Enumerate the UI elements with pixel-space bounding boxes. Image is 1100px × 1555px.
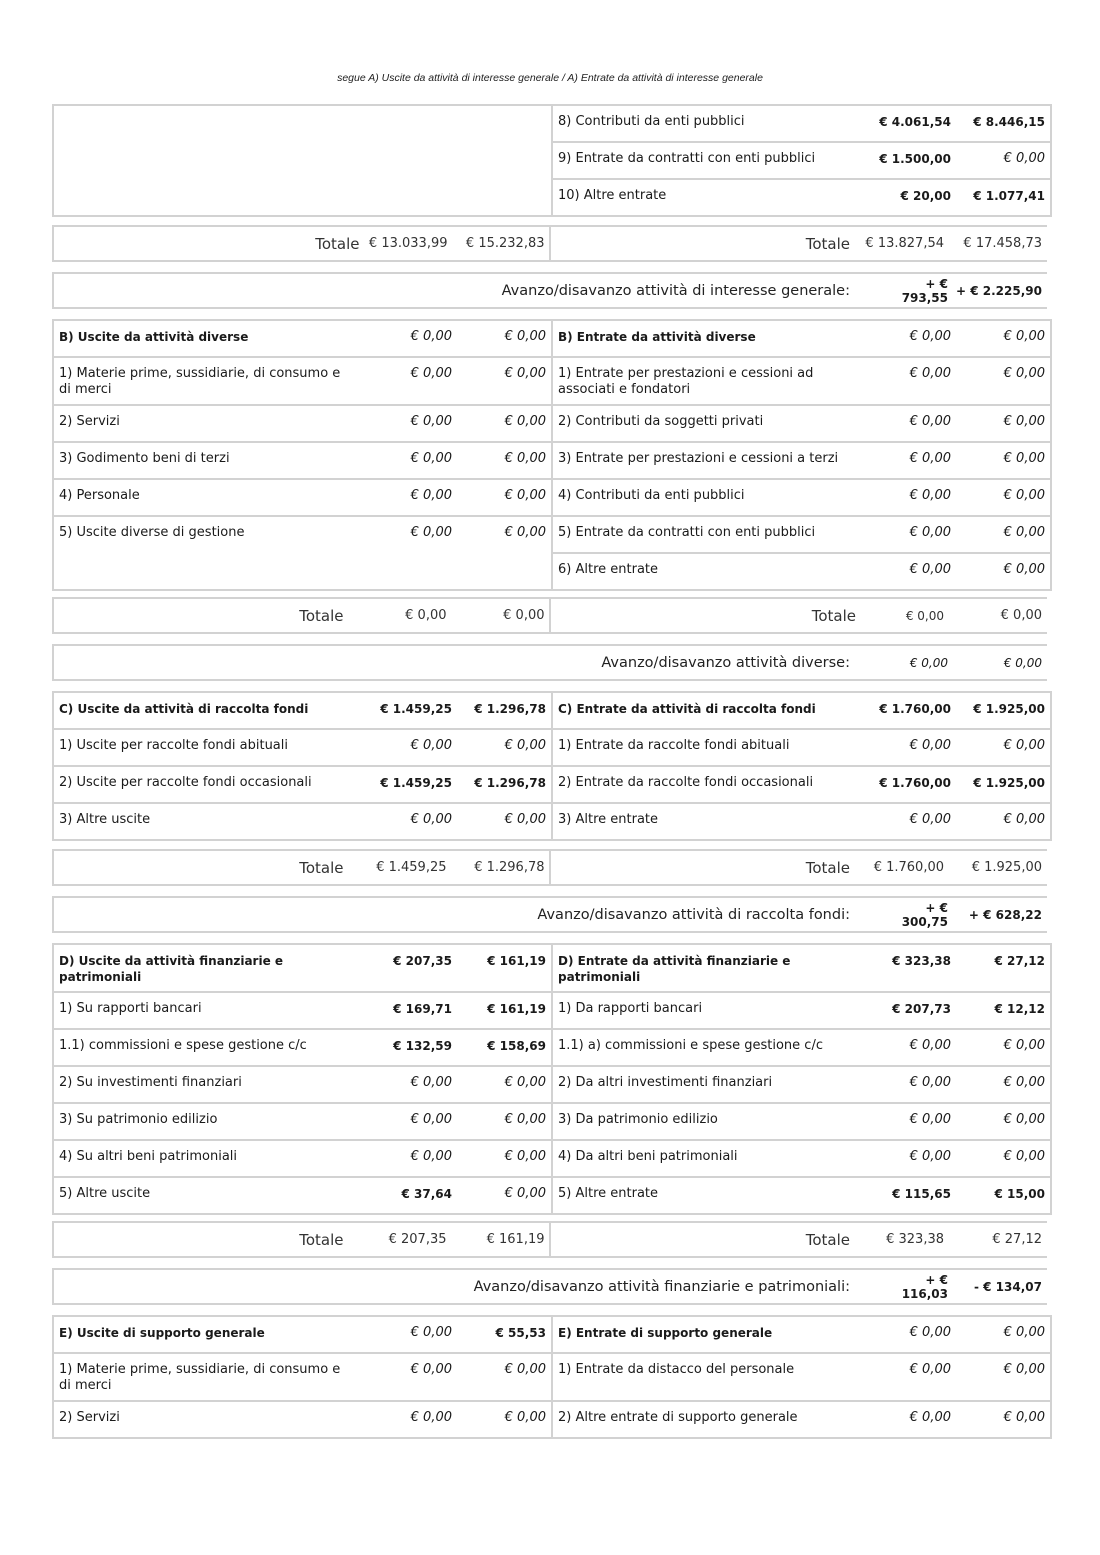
row-value-previous: € 0,00 xyxy=(1003,812,1045,827)
row-value-previous: € 12,12 xyxy=(994,1002,1045,1016)
totale-label: Totale xyxy=(315,234,360,253)
row-value-current: € 0,00 xyxy=(909,812,951,827)
section-header-row xyxy=(54,1317,551,1354)
section-title: E) Uscite di supporto generale xyxy=(59,1326,265,1340)
row-value-current: € 115,65 xyxy=(892,1187,951,1201)
row-value-current: € 0,00 xyxy=(410,1149,452,1164)
section-b-totals xyxy=(52,597,1047,634)
section-d-avanzo xyxy=(52,1268,1047,1305)
section-e-uscite xyxy=(53,1316,552,1438)
row-value-previous: € 0,00 xyxy=(504,1149,546,1164)
section-header-row xyxy=(553,945,1050,993)
row-label: 3) Su patrimonio edilizio xyxy=(59,1112,218,1127)
totale-label: Totale xyxy=(299,606,344,625)
table-row xyxy=(553,767,1050,804)
section-title: C) Entrate da attività di raccolta fondi xyxy=(558,702,816,716)
row-value-previous: € 8.446,15 xyxy=(973,115,1045,129)
section-b-avanzo xyxy=(52,644,1047,681)
row-value-previous: € 0,00 xyxy=(1003,562,1045,577)
table-row xyxy=(54,1178,551,1213)
row-label: 1) Materie prime, sussidiarie, di consumo e di merci xyxy=(59,1362,341,1393)
row-label: 3) Da patrimonio edilizio xyxy=(558,1112,718,1127)
row-value-previous: € 0,00 xyxy=(1003,488,1045,503)
row-value-current: € 0,00 xyxy=(909,414,951,429)
row-value-current: € 0,00 xyxy=(410,1362,452,1377)
section-header-row xyxy=(553,1317,1050,1354)
totale-value-current: € 207,35 xyxy=(388,1232,447,1247)
row-value-current: € 0,00 xyxy=(410,329,452,344)
section-a-totals xyxy=(52,225,1047,262)
section-title: D) Uscite da attività finanziarie e patrimoniali xyxy=(59,954,284,984)
table-row xyxy=(54,804,551,839)
section-header-row xyxy=(553,321,1050,358)
section-d-totals xyxy=(52,1221,1047,1258)
section-e-table xyxy=(52,1315,1047,1439)
row-label: 1) Da rapporti bancari xyxy=(558,1001,703,1016)
row-value-previous: € 0,00 xyxy=(504,1410,546,1425)
row-value-current: € 0,00 xyxy=(909,1325,951,1340)
totale-value-current: € 323,38 xyxy=(886,1232,944,1247)
table-row xyxy=(553,1030,1050,1067)
row-value-current: € 1.760,00 xyxy=(879,776,951,790)
row-label: 2) Da altri investimenti finanziari xyxy=(558,1075,773,1090)
row-value-previous: € 0,00 xyxy=(504,1362,546,1377)
totale-value-previous: € 0,00 xyxy=(1000,608,1042,623)
row-label: 1) Entrate da distacco del personale xyxy=(558,1362,795,1377)
row-value-previous: € 0,00 xyxy=(1003,1362,1045,1377)
section-header-row xyxy=(54,321,551,358)
section-c-table xyxy=(52,691,1047,841)
row-label: 4) Personale xyxy=(59,488,140,503)
row-value-previous: € 1.296,78 xyxy=(474,776,546,790)
avanzo-value-current: € 0,00 xyxy=(909,655,948,670)
table-row xyxy=(54,730,551,767)
row-label: 3) Altre uscite xyxy=(59,812,151,827)
row-value-current: € 0,00 xyxy=(410,366,452,381)
row-value-previous: € 0,00 xyxy=(1003,414,1045,429)
row-value-previous: € 0,00 xyxy=(1003,1112,1045,1127)
row-value-current: € 0,00 xyxy=(909,1410,951,1425)
row-value-previous: € 0,00 xyxy=(504,812,546,827)
row-value-current: € 37,64 xyxy=(401,1187,452,1201)
row-label: 3) Godimento beni di terzi xyxy=(59,451,230,466)
table-row xyxy=(54,517,551,589)
row-value-previous: € 1.925,00 xyxy=(973,702,1045,716)
table-row xyxy=(553,554,1050,589)
row-value-current: € 0,00 xyxy=(909,329,951,344)
row-value-previous: € 0,00 xyxy=(504,525,546,540)
table-row xyxy=(54,1354,551,1402)
row-value-previous: € 0,00 xyxy=(504,1112,546,1127)
row-value-current: € 0,00 xyxy=(909,525,951,540)
avanzo-value-current: + € 116,03 xyxy=(901,1272,948,1301)
section-c-avanzo xyxy=(52,896,1047,933)
totale-value-previous: € 27,12 xyxy=(992,1232,1042,1247)
avanzo-value-previous: + € 2.225,90 xyxy=(956,283,1042,298)
row-label: 9) Entrate da contratti con enti pubblici xyxy=(558,151,816,166)
row-value-previous: € 158,69 xyxy=(487,1039,546,1053)
totale-value-current: € 0,00 xyxy=(905,608,944,623)
section-b-entrate xyxy=(552,320,1051,590)
row-label: 2) Servizi xyxy=(59,1410,120,1425)
section-d-entrate xyxy=(552,944,1051,1214)
totale-left xyxy=(54,227,551,260)
row-value-previous: € 1.925,00 xyxy=(973,776,1045,790)
row-value-current: € 1.459,25 xyxy=(380,702,452,716)
row-label: 1) Materie prime, sussidiarie, di consumo e di merci xyxy=(59,366,341,397)
table-row xyxy=(553,180,1050,215)
row-value-previous: € 0,00 xyxy=(504,488,546,503)
row-value-previous: € 55,53 xyxy=(495,1326,546,1340)
totale-label: Totale xyxy=(811,606,856,625)
row-value-current: € 169,71 xyxy=(393,1002,452,1016)
row-label: 5) Altre uscite xyxy=(59,1186,151,1201)
section-c-totals xyxy=(52,849,1047,886)
section-title: D) Entrate da attività finanziarie e patrimoniali xyxy=(558,954,791,984)
row-label: 2) Servizi xyxy=(59,414,120,429)
section-c-uscite xyxy=(53,692,552,840)
table-row xyxy=(54,1402,551,1437)
row-value-current: € 0,00 xyxy=(909,738,951,753)
row-value-current: € 0,00 xyxy=(410,451,452,466)
totale-value-previous: € 15.232,83 xyxy=(465,236,545,251)
row-value-current: € 323,38 xyxy=(892,954,951,968)
row-label: 10) Altre entrate xyxy=(558,188,667,203)
table-row xyxy=(553,358,1050,406)
row-value-previous: € 1.296,78 xyxy=(474,702,546,716)
totale-right xyxy=(551,851,1048,884)
table-row xyxy=(553,406,1050,443)
avanzo-label: Avanzo/disavanzo attività diverse: xyxy=(601,654,850,671)
row-value-current: € 0,00 xyxy=(909,488,951,503)
row-value-current: € 0,00 xyxy=(410,1075,452,1090)
table-row xyxy=(54,1141,551,1178)
row-label: 2) Altre entrate di supporto generale xyxy=(558,1410,798,1425)
table-row xyxy=(553,517,1050,554)
section-a-right xyxy=(552,105,1051,216)
row-value-current: € 207,73 xyxy=(892,1002,951,1016)
row-value-current: € 0,00 xyxy=(909,451,951,466)
row-label: 5) Entrate da contratti con enti pubblici xyxy=(558,525,816,540)
totale-label: Totale xyxy=(805,858,850,877)
row-value-current: € 0,00 xyxy=(909,1362,951,1377)
row-label: 1) Entrate per prestazioni e cessioni ad associati e fondatori xyxy=(558,366,814,397)
avanzo-value-previous: + € 628,22 xyxy=(968,907,1042,922)
totale-right xyxy=(551,599,1048,632)
row-value-current: € 0,00 xyxy=(410,488,452,503)
row-value-current: € 4.061,54 xyxy=(879,115,951,129)
row-value-current: € 0,00 xyxy=(909,1038,951,1053)
totale-left xyxy=(54,851,551,884)
section-b-uscite xyxy=(53,320,552,590)
row-value-previous: € 0,00 xyxy=(504,366,546,381)
row-label: 1) Entrate da raccolte fondi abituali xyxy=(558,738,790,753)
row-label: 8) Contributi da enti pubblici xyxy=(558,114,745,129)
row-value-previous: € 0,00 xyxy=(1003,1410,1045,1425)
row-value-previous: € 1.077,41 xyxy=(973,189,1045,203)
row-value-previous: € 0,00 xyxy=(504,414,546,429)
table-row xyxy=(54,406,551,443)
totale-value-current: € 13.033,99 xyxy=(368,236,448,251)
table-row xyxy=(54,1067,551,1104)
row-value-previous: € 0,00 xyxy=(1003,451,1045,466)
row-value-previous: € 0,00 xyxy=(1003,1325,1045,1340)
row-label: 5) Altre entrate xyxy=(558,1186,659,1201)
section-header-row xyxy=(54,945,551,993)
row-value-current: € 0,00 xyxy=(909,1149,951,1164)
row-label: 2) Su investimenti finanziari xyxy=(59,1075,242,1090)
table-row xyxy=(553,730,1050,767)
row-value-current: € 0,00 xyxy=(410,1410,452,1425)
row-value-current: € 0,00 xyxy=(909,366,951,381)
totale-label: Totale xyxy=(299,1230,344,1249)
section-d-uscite xyxy=(53,944,552,1214)
table-row xyxy=(553,1104,1050,1141)
row-label: 5) Uscite diverse di gestione xyxy=(59,525,245,540)
row-value-previous: € 0,00 xyxy=(504,738,546,753)
table-row xyxy=(553,1354,1050,1402)
table-row xyxy=(553,443,1050,480)
totale-value-current: € 0,00 xyxy=(405,608,447,623)
avanzo-value-current: + € 300,75 xyxy=(901,900,948,929)
totale-right xyxy=(551,1223,1048,1256)
section-c-entrate xyxy=(552,692,1051,840)
row-value-previous: € 0,00 xyxy=(504,1186,546,1201)
row-value-previous: € 0,00 xyxy=(1003,1149,1045,1164)
row-value-previous: € 0,00 xyxy=(1003,366,1045,381)
totale-value-current: € 1.760,00 xyxy=(873,860,944,875)
table-row xyxy=(553,480,1050,517)
table-row xyxy=(54,358,551,406)
row-value-current: € 0,00 xyxy=(410,525,452,540)
row-value-current: € 1.500,00 xyxy=(879,152,951,166)
avanzo-value-previous: € 0,00 xyxy=(1003,655,1042,670)
totale-value-previous: € 17.458,73 xyxy=(963,236,1042,251)
totale-label: Totale xyxy=(299,858,344,877)
table-row xyxy=(553,106,1050,143)
row-value-previous: € 161,19 xyxy=(487,954,546,968)
row-label: 6) Altre entrate xyxy=(558,562,659,577)
row-value-previous: € 0,00 xyxy=(1003,329,1045,344)
section-header-row xyxy=(553,693,1050,730)
page-caption: segue A) Uscite da attività di interesse generale / A) Entrate da attività di interesse generale xyxy=(337,72,763,84)
row-value-previous: € 0,00 xyxy=(504,1075,546,1090)
table-row xyxy=(54,480,551,517)
totale-value-previous: € 161,19 xyxy=(486,1232,545,1247)
table-row xyxy=(54,767,551,804)
avanzo-label: Avanzo/disavanzo attività finanziarie e patrimoniali: xyxy=(473,1278,850,1295)
table-row xyxy=(54,993,551,1030)
totale-right xyxy=(551,227,1048,260)
totale-label: Totale xyxy=(805,1230,850,1249)
row-value-previous: € 0,00 xyxy=(504,451,546,466)
row-value-previous: € 0,00 xyxy=(1003,1075,1045,1090)
section-title: B) Uscite da attività diverse xyxy=(59,330,249,344)
row-value-previous: € 0,00 xyxy=(1003,738,1045,753)
row-value-current: € 207,35 xyxy=(393,954,452,968)
row-value-current: € 20,00 xyxy=(900,189,951,203)
section-d-table xyxy=(52,943,1047,1215)
row-label: 1) Uscite per raccolte fondi abituali xyxy=(59,738,288,753)
row-label: 4) Da altri beni patrimoniali xyxy=(558,1149,738,1164)
row-value-current: € 0,00 xyxy=(909,1075,951,1090)
table-row xyxy=(54,1030,551,1067)
totale-value-previous: € 1.296,78 xyxy=(474,860,545,875)
row-value-previous: € 27,12 xyxy=(994,954,1045,968)
row-label: 3) Entrate per prestazioni e cessioni a terzi xyxy=(558,451,839,466)
avanzo-label: Avanzo/disavanzo attività di raccolta fondi: xyxy=(537,906,850,923)
row-label: 1.1) commissioni e spese gestione c/c xyxy=(59,1038,307,1053)
table-row xyxy=(553,143,1050,180)
section-a-table xyxy=(52,104,1047,217)
totale-value-current: € 1.459,25 xyxy=(376,860,447,875)
totale-left xyxy=(54,1223,551,1256)
row-value-current: € 0,00 xyxy=(410,812,452,827)
row-label: 1.1) a) commissioni e spese gestione c/c xyxy=(558,1038,823,1053)
row-value-previous: € 0,00 xyxy=(1003,1038,1045,1053)
totale-value-current: € 13.827,54 xyxy=(865,236,944,251)
totale-value-previous: € 1.925,00 xyxy=(971,860,1042,875)
totale-left xyxy=(54,599,551,632)
table-row xyxy=(553,1402,1050,1437)
avanzo-value-previous: - € 134,07 xyxy=(974,1279,1042,1294)
section-e-entrate xyxy=(552,1316,1051,1438)
section-a-left-empty xyxy=(53,105,552,216)
row-value-previous: € 0,00 xyxy=(504,329,546,344)
section-title: E) Entrate di supporto generale xyxy=(558,1326,773,1340)
row-label: 1) Su rapporti bancari xyxy=(59,1001,202,1016)
row-value-current: € 0,00 xyxy=(410,1325,452,1340)
row-label: 4) Su altri beni patrimoniali xyxy=(59,1149,238,1164)
row-value-previous: € 0,00 xyxy=(1003,151,1045,166)
section-header-row xyxy=(54,693,551,730)
row-label: 3) Altre entrate xyxy=(558,812,659,827)
row-value-current: € 1.459,25 xyxy=(380,776,452,790)
table-row xyxy=(553,1067,1050,1104)
row-label: 2) Entrate da raccolte fondi occasionali xyxy=(558,775,814,790)
totale-label: Totale xyxy=(805,234,850,253)
section-title: B) Entrate da attività diverse xyxy=(558,330,756,344)
row-value-previous: € 0,00 xyxy=(1003,525,1045,540)
section-b-table xyxy=(52,319,1047,591)
row-value-previous: € 161,19 xyxy=(487,1002,546,1016)
row-value-previous: € 15,00 xyxy=(994,1187,1045,1201)
avanzo-label: Avanzo/disavanzo attività di interesse generale: xyxy=(501,282,850,299)
section-title: C) Uscite da attività di raccolta fondi xyxy=(59,702,309,716)
row-value-current: € 0,00 xyxy=(410,1112,452,1127)
row-label: 2) Contributi da soggetti privati xyxy=(558,414,764,429)
row-label: 2) Uscite per raccolte fondi occasionali xyxy=(59,775,312,790)
table-row xyxy=(553,1178,1050,1213)
table-row xyxy=(553,804,1050,839)
table-row xyxy=(54,443,551,480)
table-row xyxy=(553,993,1050,1030)
row-value-current: € 0,00 xyxy=(410,738,452,753)
totale-value-previous: € 0,00 xyxy=(503,608,545,623)
row-value-current: € 0,00 xyxy=(410,414,452,429)
section-a-avanzo xyxy=(52,272,1047,309)
avanzo-value-current: + € 793,55 xyxy=(901,276,948,305)
table-row xyxy=(54,1104,551,1141)
table-row xyxy=(553,1141,1050,1178)
row-value-current: € 0,00 xyxy=(909,1112,951,1127)
row-label: 4) Contributi da enti pubblici xyxy=(558,488,745,503)
row-value-current: € 1.760,00 xyxy=(879,702,951,716)
row-value-current: € 132,59 xyxy=(393,1039,452,1053)
row-value-current: € 0,00 xyxy=(909,562,951,577)
